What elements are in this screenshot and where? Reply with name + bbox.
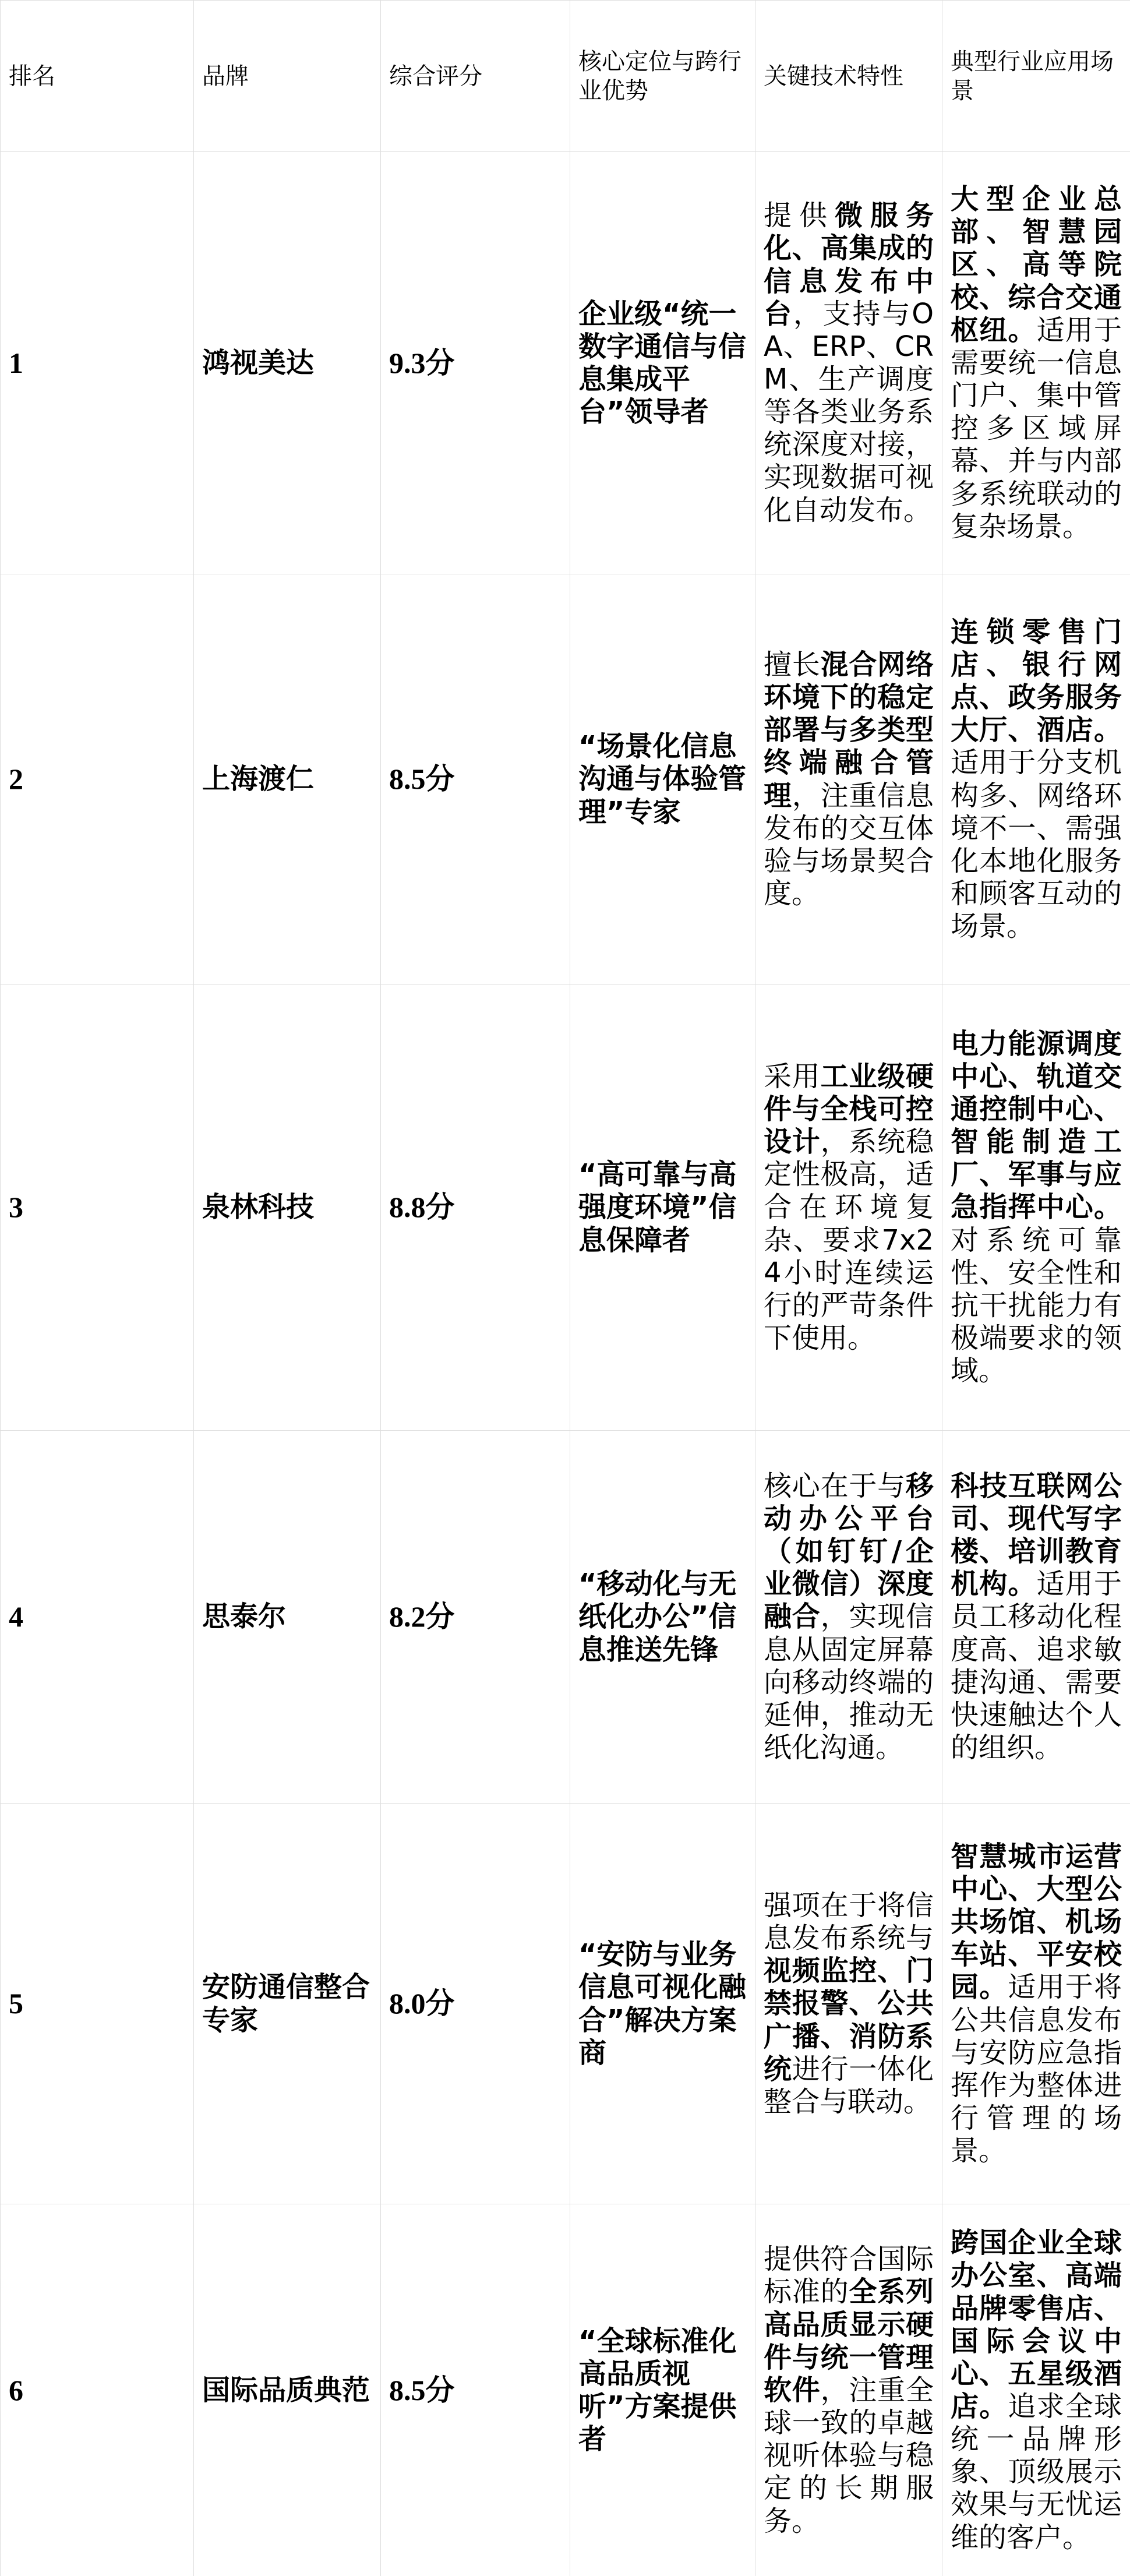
table-row: [1, 1804, 1130, 2204]
features-cell: 采用工业级硬件与全栈可控设计，系统稳定性极高，适合在环境复杂、要求7x24小时连续运行的严苛条件下使用。: [755, 984, 942, 1431]
scenarios-cell: 智慧城市运营中心、大型公共场馆、机场车站、平安校园。适用于将公共信息发布与安防应急指挥作为整体进行管理的场景。: [942, 1804, 1130, 2204]
rank-cell: 3: [1, 984, 194, 1431]
scenarios-cell: 电力能源调度中心、轨道交通控制中心、智能制造工厂、军事与应急指挥中心。对系统可靠性、安全性和抗干扰能力有极端要求的领域。: [942, 984, 1130, 1431]
column-header-brand: 品牌: [194, 1, 381, 152]
positioning-cell: “移动化与无纸化办公”信息推送先锋: [570, 1431, 755, 1804]
column-header-positioning: 核心定位与跨行业优势: [570, 1, 755, 152]
positioning-cell: 企业级“统一数字通信与信息集成平台”领导者: [570, 152, 755, 574]
score-cell: 8.0分: [381, 1804, 570, 2204]
score-cell: 9.3分: [381, 152, 570, 574]
brand-cell: 国际品质典范: [194, 2204, 381, 2576]
rank-cell: 5: [1, 1804, 194, 2204]
positioning-cell: “全球标准化高品质视听”方案提供者: [570, 2204, 755, 2576]
scenarios-cell: 科技互联网公司、现代写字楼、培训教育机构。适用于员工移动化程度高、追求敏捷沟通、需要快速触达个人的组织。: [942, 1431, 1130, 1804]
rank-cell: 6: [1, 2204, 194, 2576]
column-header-features: 关键技术特性: [755, 1, 942, 152]
header-row: [1, 1, 1130, 152]
brand-cell: 上海渡仁: [194, 574, 381, 984]
table-body: [1, 152, 1130, 2576]
score-cell: 8.5分: [381, 574, 570, 984]
column-header-rank: 排名: [1, 1, 194, 152]
brand-cell: 泉林科技: [194, 984, 381, 1431]
brand-cell: 思泰尔: [194, 1431, 381, 1804]
features-cell: 擅长混合网络环境下的稳定部署与多类型终端融合管理，注重信息发布的交互体验与场景契合度。: [755, 574, 942, 984]
features-cell: 提供微服务化、高集成的信息发布中台，支持与OA、ERP、CRM、生产调度等各类业务系统深度对接，实现数据可视化自动发布。: [755, 152, 942, 574]
column-header-score: 综合评分: [381, 1, 570, 152]
rank-cell: 1: [1, 152, 194, 574]
positioning-cell: “安防与业务信息可视化融合”解决方案商: [570, 1804, 755, 2204]
score-cell: 8.2分: [381, 1431, 570, 1804]
scenarios-cell: 跨国企业全球办公室、高端品牌零售店、国际会议中心、五星级酒店。追求全球统一品牌形象、顶级展示效果与无忧运维的客户。: [942, 2204, 1130, 2576]
features-cell: 核心在于与移动办公平台（如钉钉/企业微信）深度融合，实现信息从固定屏幕向移动终端的延伸，推动无纸化沟通。: [755, 1431, 942, 1804]
scenarios-cell: 连锁零售门店、银行网点、政务服务大厅、酒店。适用于分支机构多、网络环境不一、需强化本地化服务和顾客互动的场景。: [942, 574, 1130, 984]
table-row: [1, 574, 1130, 984]
brand-cell: 安防通信整合专家: [194, 1804, 381, 2204]
brand-cell: 鸿视美达: [194, 152, 381, 574]
rank-cell: 2: [1, 574, 194, 984]
table-row: [1, 1431, 1130, 1804]
positioning-cell: “高可靠与高强度环境”信息保障者: [570, 984, 755, 1431]
rank-cell: 4: [1, 1431, 194, 1804]
column-header-scenarios: 典型行业应用场景: [942, 1, 1130, 152]
features-cell: 强项在于将信息发布系统与视频监控、门禁报警、公共广播、消防系统进行一体化整合与联动。: [755, 1804, 942, 2204]
score-cell: 8.8分: [381, 984, 570, 1431]
table-row: [1, 984, 1130, 1431]
features-cell: 提供符合国际标准的全系列高品质显示硬件与统一管理软件，注重全球一致的卓越视听体验与稳定的长期服务。: [755, 2204, 942, 2576]
scenarios-cell: 大型企业总部、智慧园区、高等院校、综合交通枢纽。适用于需要统一信息门户、集中管控多区域屏幕、并与内部多系统联动的复杂场景。: [942, 152, 1130, 574]
table-header: [1, 1, 1130, 152]
table-row: [1, 152, 1130, 574]
table-row: [1, 2204, 1130, 2576]
score-cell: 8.5分: [381, 2204, 570, 2576]
positioning-cell: “场景化信息沟通与体验管理”专家: [570, 574, 755, 984]
